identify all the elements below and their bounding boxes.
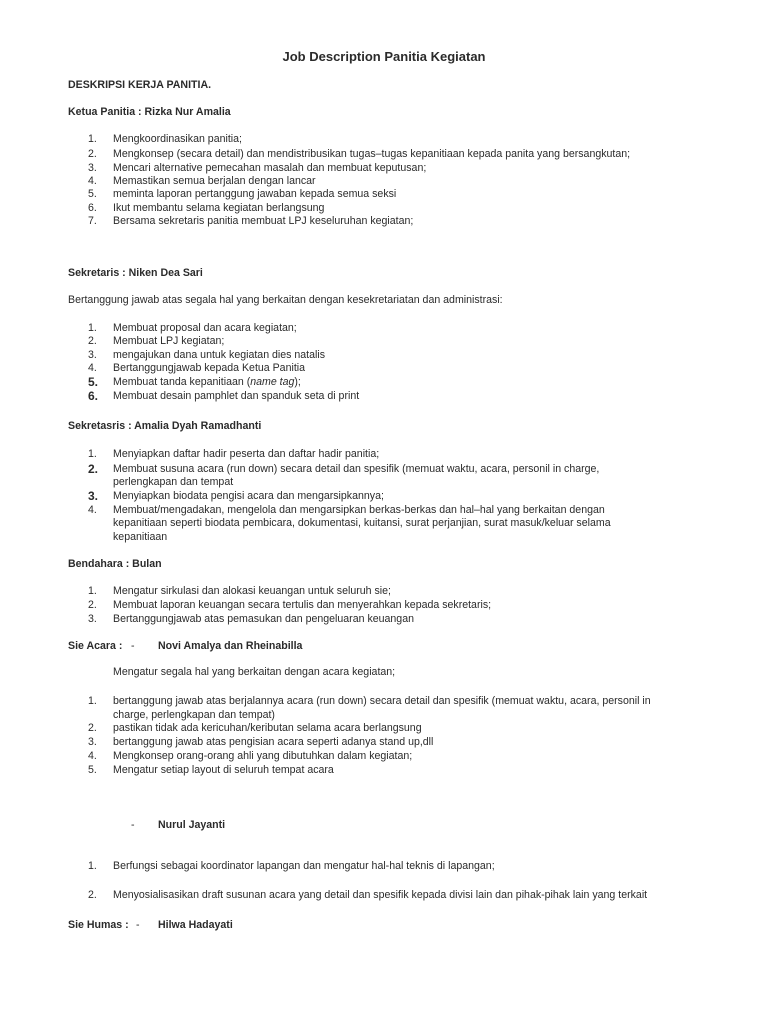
- list-item: Memastikan semua berjalan dengan lancar: [113, 175, 316, 187]
- sie-acara-name: Novi Amalya dan Rheinabilla: [158, 640, 303, 652]
- list-item-continuation: kepanitiaan seperti biodata pembicara, dokumentasi, kuitansi, surat perjanjian, surat masuk/keluar selama: [113, 517, 611, 529]
- list-number: 1.: [88, 133, 97, 145]
- list-item: bertanggung jawab atas pengisian acara seperti adanya stand up,dll: [113, 736, 434, 748]
- list-number: 4.: [88, 175, 97, 187]
- list-item-italic: name tag: [250, 376, 295, 388]
- list-number: 7.: [88, 215, 97, 227]
- list-item: Menyosialisasikan draft susunan acara yang detail dan spesifik kepada divisi lain dan pihak-pihak lain yang terkait: [113, 889, 648, 901]
- document-title: Job Description Panitia Kegiatan: [282, 49, 486, 64]
- list-number: 1.: [88, 860, 97, 872]
- list-item-continuation: charge, perlengkapan dan tempat): [113, 709, 275, 721]
- dash: -: [131, 640, 135, 652]
- list-item: Mencari alternative pemecahan masalah dan membuat keputusan;: [113, 162, 427, 174]
- sie-acara-name-2: Nurul Jayanti: [158, 819, 226, 831]
- sekretaris-intro: Bertanggung jawab atas segala hal yang berkaitan dengan kesekretariatan dan administrasi:: [68, 294, 503, 306]
- list-item: Menyiapkan daftar hadir peserta dan daftar hadir panitia;: [113, 448, 380, 460]
- list-number: 5.: [88, 375, 99, 389]
- list-number: 3.: [88, 736, 97, 748]
- list-item: meminta laporan pertanggung jawaban kepada semua seksi: [113, 188, 397, 200]
- list-item: Bertanggungjawab kepada Ketua Panitia: [113, 362, 306, 374]
- sekretaris2-label: Sekretasris : Amalia Dyah Ramadhanti: [68, 420, 262, 432]
- list-item: Bersama sekretaris panitia membuat LPJ keseluruhan kegiatan;: [113, 215, 414, 227]
- list-number: 1.: [88, 322, 97, 334]
- sie-humas-name: Hilwa Hadayati: [158, 919, 233, 931]
- list-number: 5.: [88, 188, 97, 200]
- list-item: mengajukan dana untuk kegiatan dies natalis: [113, 349, 326, 361]
- sekretaris-label: Sekretaris : Niken Dea Sari: [68, 267, 203, 279]
- list-number: 1.: [88, 695, 97, 707]
- list-item: Mengatur sirkulasi dan alokasi keuangan untuk seluruh sie;: [113, 585, 391, 597]
- list-item: Membuat susuna acara (run down) secara detail dan spesifik (memuat waktu, acara, personil in charge,: [113, 463, 600, 475]
- list-number: 1.: [88, 448, 97, 460]
- list-number: 2.: [88, 462, 99, 476]
- list-number: 2.: [88, 889, 97, 901]
- list-item: Membuat desain pamphlet dan spanduk seta di print: [113, 390, 360, 402]
- list-item: pastikan tidak ada kericuhan/keributan selama acara berlangsung: [113, 722, 422, 734]
- list-item: Membuat laporan keuangan secara tertulis dan menyerahkan kepada sekretaris;: [113, 599, 492, 611]
- bendahara-label: Bendahara : Bulan: [68, 558, 162, 570]
- list-number: 2.: [88, 335, 97, 347]
- list-item: Mengkonsep orang-orang ahli yang dibutuhkan dalam kegiatan;: [113, 750, 413, 762]
- list-item: Membuat proposal dan acara kegiatan;: [113, 322, 297, 334]
- list-number: 2.: [88, 599, 97, 611]
- list-number: 5.: [88, 764, 97, 776]
- sie-acara-intro: Mengatur segala hal yang berkaitan dengan acara kegiatan;: [113, 666, 396, 678]
- list-item-text: Membuat tanda kepanitiaan (: [113, 376, 251, 388]
- list-item: Mengatur setiap layout di seluruh tempat acara: [113, 764, 334, 776]
- list-item: bertanggung jawab atas berjalannya acara (run down) secara detail dan spesifik (memuat waktu, acara, personil in: [113, 695, 651, 707]
- list-item: Ikut membantu selama kegiatan berlangsung: [113, 202, 325, 214]
- list-item-continuation: kepanitiaan: [113, 531, 168, 543]
- list-number: 6.: [88, 202, 97, 214]
- list-item-text: );: [294, 376, 301, 388]
- sie-acara-label: Sie Acara :: [68, 640, 123, 652]
- list-number: 3.: [88, 349, 97, 361]
- list-number: 3.: [88, 613, 97, 625]
- list-number: 4.: [88, 750, 97, 762]
- list-item: Mengkonsep (secara detail) dan mendistribusikan tugas–tugas kepanitiaan kepada panita yang bersangkutan;: [113, 148, 631, 160]
- section-heading: DESKRIPSI KERJA PANITIA.: [68, 79, 212, 91]
- list-number: 2.: [88, 722, 97, 734]
- list-item: Membuat LPJ kegiatan;: [113, 335, 225, 347]
- list-item: Berfungsi sebagai koordinator lapangan dan mengatur hal-hal teknis di lapangan;: [113, 860, 495, 872]
- list-number: 4.: [88, 504, 97, 516]
- dash: -: [131, 819, 135, 831]
- list-item-continuation: perlengkapan dan tempat: [113, 476, 234, 488]
- list-number: 6.: [88, 389, 99, 403]
- list-number: 1.: [88, 585, 97, 597]
- ketua-label: Ketua Panitia : Rizka Nur Amalia: [68, 106, 231, 118]
- list-number: 3.: [88, 162, 97, 174]
- list-item: Menyiapkan biodata pengisi acara dan mengarsipkannya;: [113, 490, 384, 502]
- list-number: 2.: [88, 148, 97, 160]
- list-item: Bertanggungjawab atas pemasukan dan pengeluaran keuangan: [113, 613, 414, 625]
- list-item: Mengkoordinasikan panitia;: [113, 133, 242, 145]
- dash: -: [136, 919, 140, 931]
- list-number: 3.: [88, 489, 99, 503]
- list-item: [113, 375, 301, 389]
- list-number: 4.: [88, 362, 97, 374]
- sie-humas-label: Sie Humas :: [68, 919, 129, 931]
- list-item: Membuat/mengadakan, mengelola dan mengarsipkan berkas-berkas dan hal–hal yang berkaitan dengan: [113, 504, 605, 516]
